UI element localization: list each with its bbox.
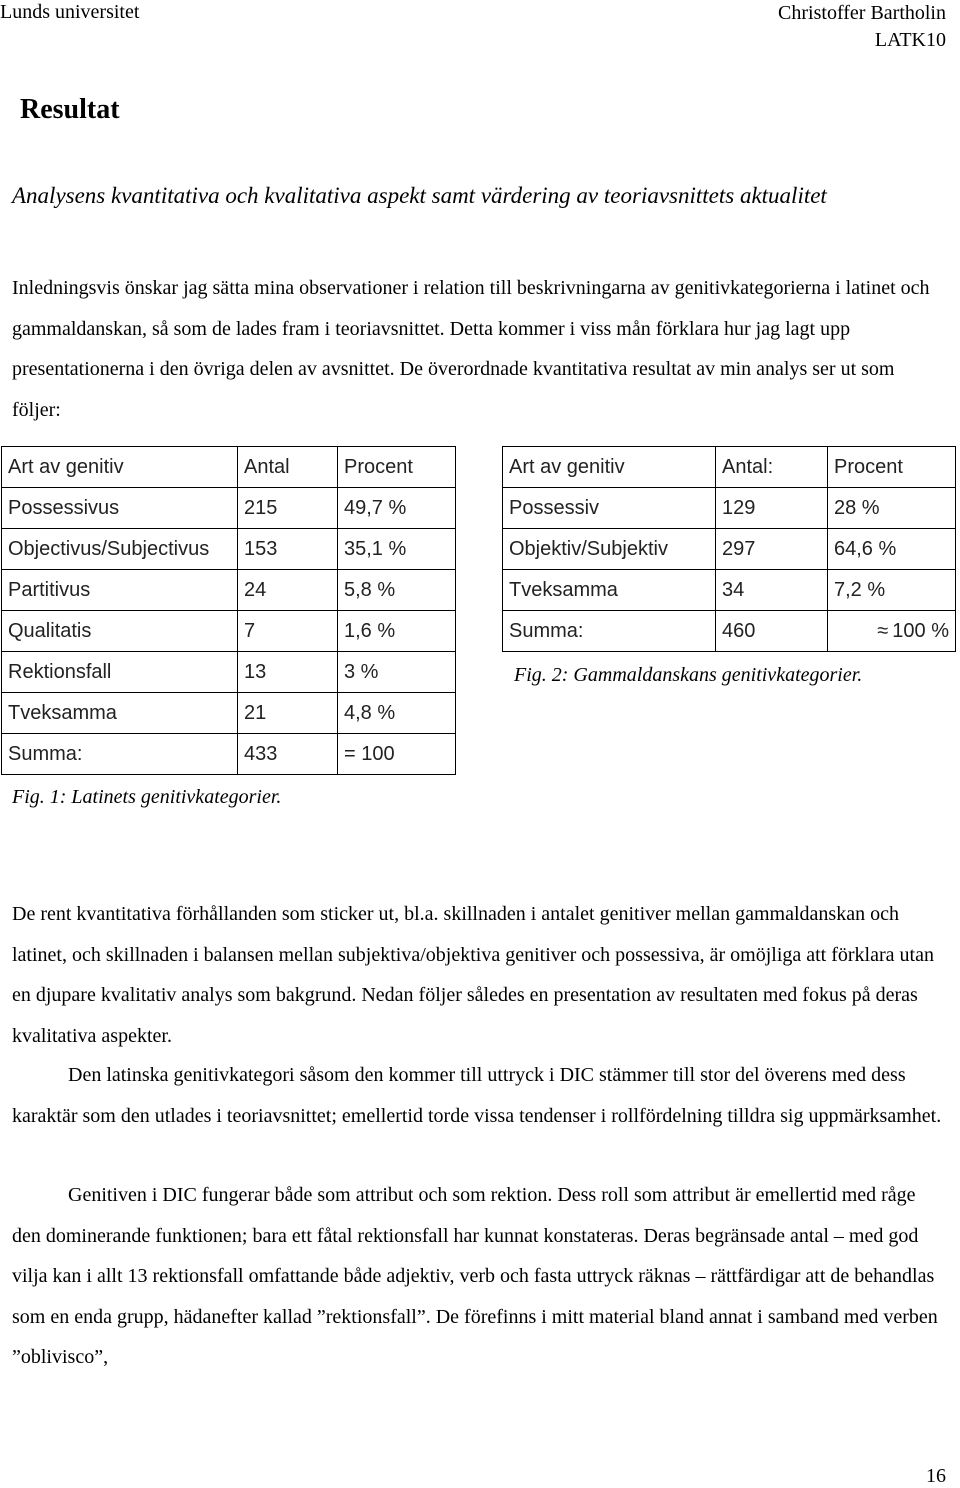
- table-cell: Summa:: [503, 611, 716, 652]
- table-cell: Possessivus: [2, 488, 238, 529]
- table-cell: 215: [238, 488, 338, 529]
- table-header-cell: Antal:: [716, 447, 828, 488]
- table-cell: Rektionsfall: [2, 652, 238, 693]
- table-cell: Objectivus/Subjectivus: [2, 529, 238, 570]
- table-header-cell: Art av genitiv: [2, 447, 238, 488]
- header-university: Lunds universitet: [0, 1, 140, 23]
- table-cell: 433: [238, 734, 338, 775]
- table-cell: 49,7 %: [338, 488, 456, 529]
- table-header-row: [503, 447, 956, 488]
- table-row: [503, 570, 956, 611]
- table-header-row: [2, 447, 456, 488]
- table-cell: = 100: [338, 734, 456, 775]
- header-course-code: LATK10: [874, 29, 946, 51]
- table-row: [503, 529, 956, 570]
- section-subtitle: Analysens kvantitativa och kvalitativa aspekt samt värdering av teoriavsnittets aktualitet: [12, 183, 827, 208]
- table-cell: 28 %: [828, 488, 956, 529]
- danish-genitive-table: [502, 446, 956, 652]
- table-cell: 1,6 %: [338, 611, 456, 652]
- table-cell: 7: [238, 611, 338, 652]
- table-cell: 35,1 %: [338, 529, 456, 570]
- table-header-cell: Art av genitiv: [503, 447, 716, 488]
- table-cell: 21: [238, 693, 338, 734]
- table-cell: Partitivus: [2, 570, 238, 611]
- body-paragraph: Den latinska genitivkategori såsom den kommer till uttryck i DIC stämmer till stor del överens med dess karaktär som den utlades i teoriavsnittet; emellertid torde vissa tendenser i rollfördelning tilldra sig uppmärksamhet.: [12, 1064, 942, 1127]
- table-cell: 64,6 %: [828, 529, 956, 570]
- table-cell: 460: [716, 611, 828, 652]
- table-row: [2, 570, 456, 611]
- table-cell-value: 100 %: [892, 619, 949, 642]
- table-header-cell: Antal: [238, 447, 338, 488]
- table-header-cell: Procent: [338, 447, 456, 488]
- table-cell: Tveksamma: [503, 570, 716, 611]
- table-cell: 297: [716, 529, 828, 570]
- table-row: [2, 652, 456, 693]
- body-paragraph: De rent kvantitativa förhållanden som sticker ut, bl.a. skillnaden i antalet genitiver mellan gammaldanskan och latinet, och skillnaden i balansen mellan subjektiva/objektiva genitiver och possessiva, är omöjliga att förklara utan en djupare kvalitativ analys som bakgrund. Nedan följer således en presentation av resultaten med fokus på deras kvalitativa aspekter.: [12, 903, 934, 1047]
- table-cell: 129: [716, 488, 828, 529]
- table-row: [2, 693, 456, 734]
- approx-symbol-icon: ≈: [877, 619, 889, 642]
- table-row: [2, 611, 456, 652]
- table-cell: Qualitatis: [2, 611, 238, 652]
- header-author-name: Christoffer Bartholin: [778, 2, 946, 24]
- table-sum-row: [2, 734, 456, 775]
- table-cell: Objektiv/Subjektiv: [503, 529, 716, 570]
- table-cell: 153: [238, 529, 338, 570]
- intro-paragraph: Inledningsvis önskar jag sätta mina observationer i relation till beskrivningarna av genitivkategorierna i latinet och gammaldanskan, så som de lades fram i teoriavsnittet. Detta kommer i viss mån förklara hur jag lagt upp presentationerna i den övriga delen av avsnittet. De överordnade kvantitativa resultat av min analys ser ut som följer:: [12, 277, 930, 421]
- table-cell: 7,2 %: [828, 570, 956, 611]
- table-row: [2, 488, 456, 529]
- table-cell: 3 %: [338, 652, 456, 693]
- table-cell: 24: [238, 570, 338, 611]
- table-cell: 13: [238, 652, 338, 693]
- table-cell: Summa:: [2, 734, 238, 775]
- body-paragraph: Genitiven i DIC fungerar både som attribut och som rektion. Dess roll som attribut är emellertid med råge den dominerande funktionen; bara ett fåtal rektionsfall har kunnat konstateras. Deras begränsade antal – med god vilja kan i allt 13 rektionsfall omfattande både adjektiv, verb och fasta uttryck räknas – rättfärdigar att de behandlas som en enda grupp, hädanefter kallad ”rektionsfall”. De förefinns i mitt material bland annat i samband med verben ”oblivisco”,: [12, 1184, 938, 1368]
- table-row: [503, 488, 956, 529]
- table-header-cell: Procent: [828, 447, 956, 488]
- table-sum-row: [503, 611, 956, 652]
- latin-table-caption: Fig. 1: Latinets genitivkategorier.: [12, 786, 282, 808]
- table-cell: 4,8 %: [338, 693, 456, 734]
- page-number: 16: [926, 1465, 946, 1487]
- table-cell: 5,8 %: [338, 570, 456, 611]
- latin-genitive-table: [1, 446, 456, 775]
- table-cell: Tveksamma: [2, 693, 238, 734]
- table-cell: [828, 611, 956, 652]
- table-cell: Possessiv: [503, 488, 716, 529]
- section-title: Resultat: [20, 94, 120, 125]
- header-author-block: [778, 0, 946, 54]
- table-cell: 34: [716, 570, 828, 611]
- danish-table-caption: Fig. 2: Gammaldanskans genitivkategorier.: [514, 664, 863, 686]
- table-row: [2, 529, 456, 570]
